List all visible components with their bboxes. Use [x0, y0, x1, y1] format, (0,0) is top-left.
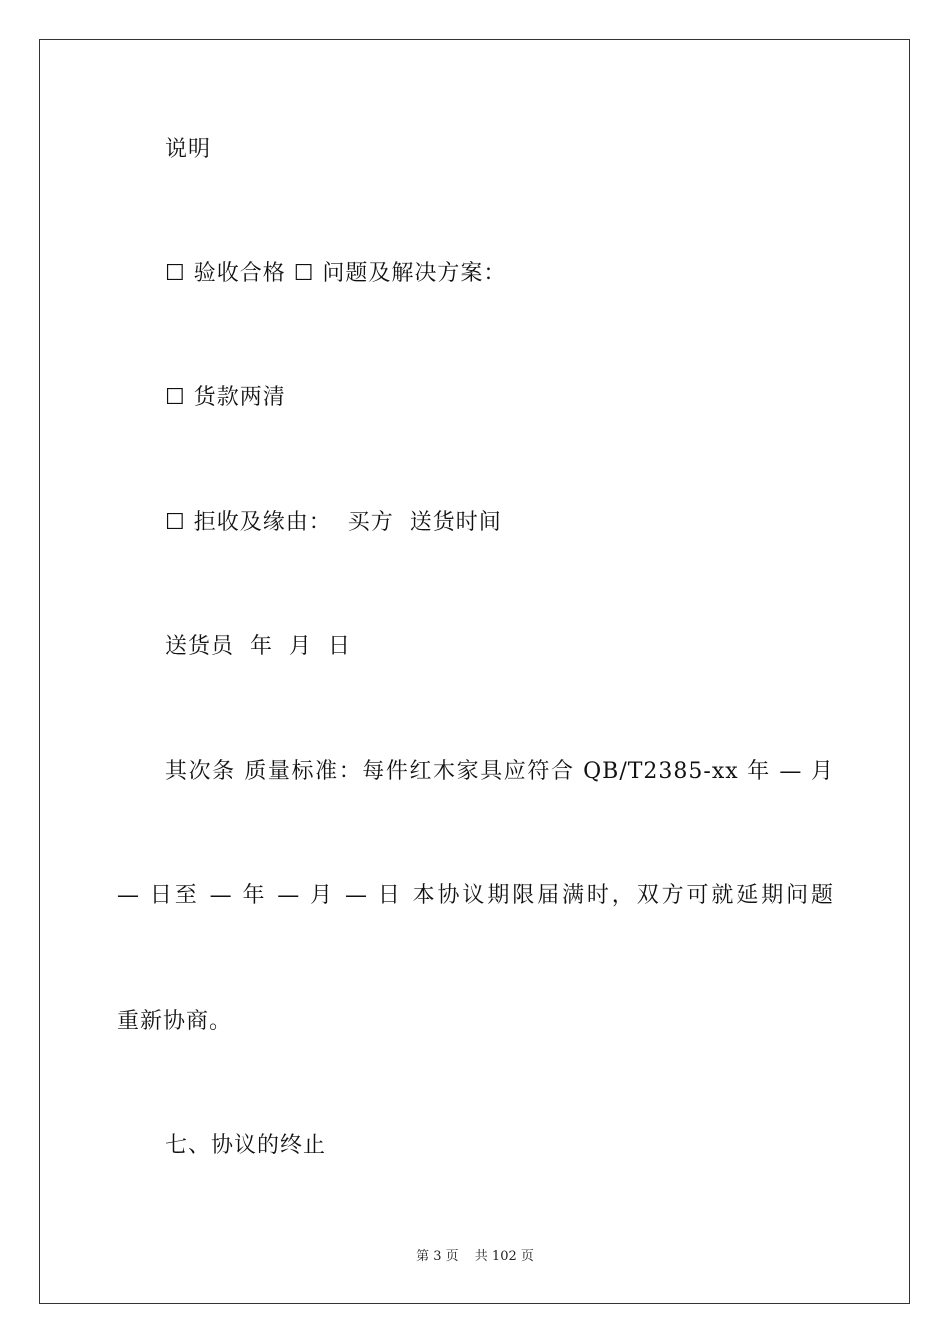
text-line-term-period: — 日至 — 年 — 月 — 日 本协议期限届满时，双方可就延期问题 — [117, 883, 834, 908]
text-line-rejection-reason: ☐ 拒收及缘由： 买方 送货时间 — [165, 510, 502, 535]
text-line-delivery-person: 送货员 年 月 日 — [165, 634, 351, 659]
text-line-payment-settled: ☐ 货款两清 — [165, 385, 286, 410]
text-line-renegotiate: 重新协商。 — [117, 1009, 233, 1034]
section-heading-termination: 七、协议的终止 — [165, 1133, 327, 1158]
page-border — [39, 39, 910, 1304]
text-line-heading-explanation: 说明 — [165, 137, 212, 162]
page-footer — [0, 1248, 950, 1266]
page-total: 共 102 页 — [474, 1249, 534, 1264]
text-line-inspection-options: ☐ 验收合格 ☐ 问题及解决方案： — [165, 261, 507, 286]
page-number: 第 3 页 — [416, 1249, 459, 1264]
text-line-quality-standard: 其次条 质量标准：每件红木家具应符合 QB/T2385-xx 年 — 月 — [165, 759, 834, 784]
